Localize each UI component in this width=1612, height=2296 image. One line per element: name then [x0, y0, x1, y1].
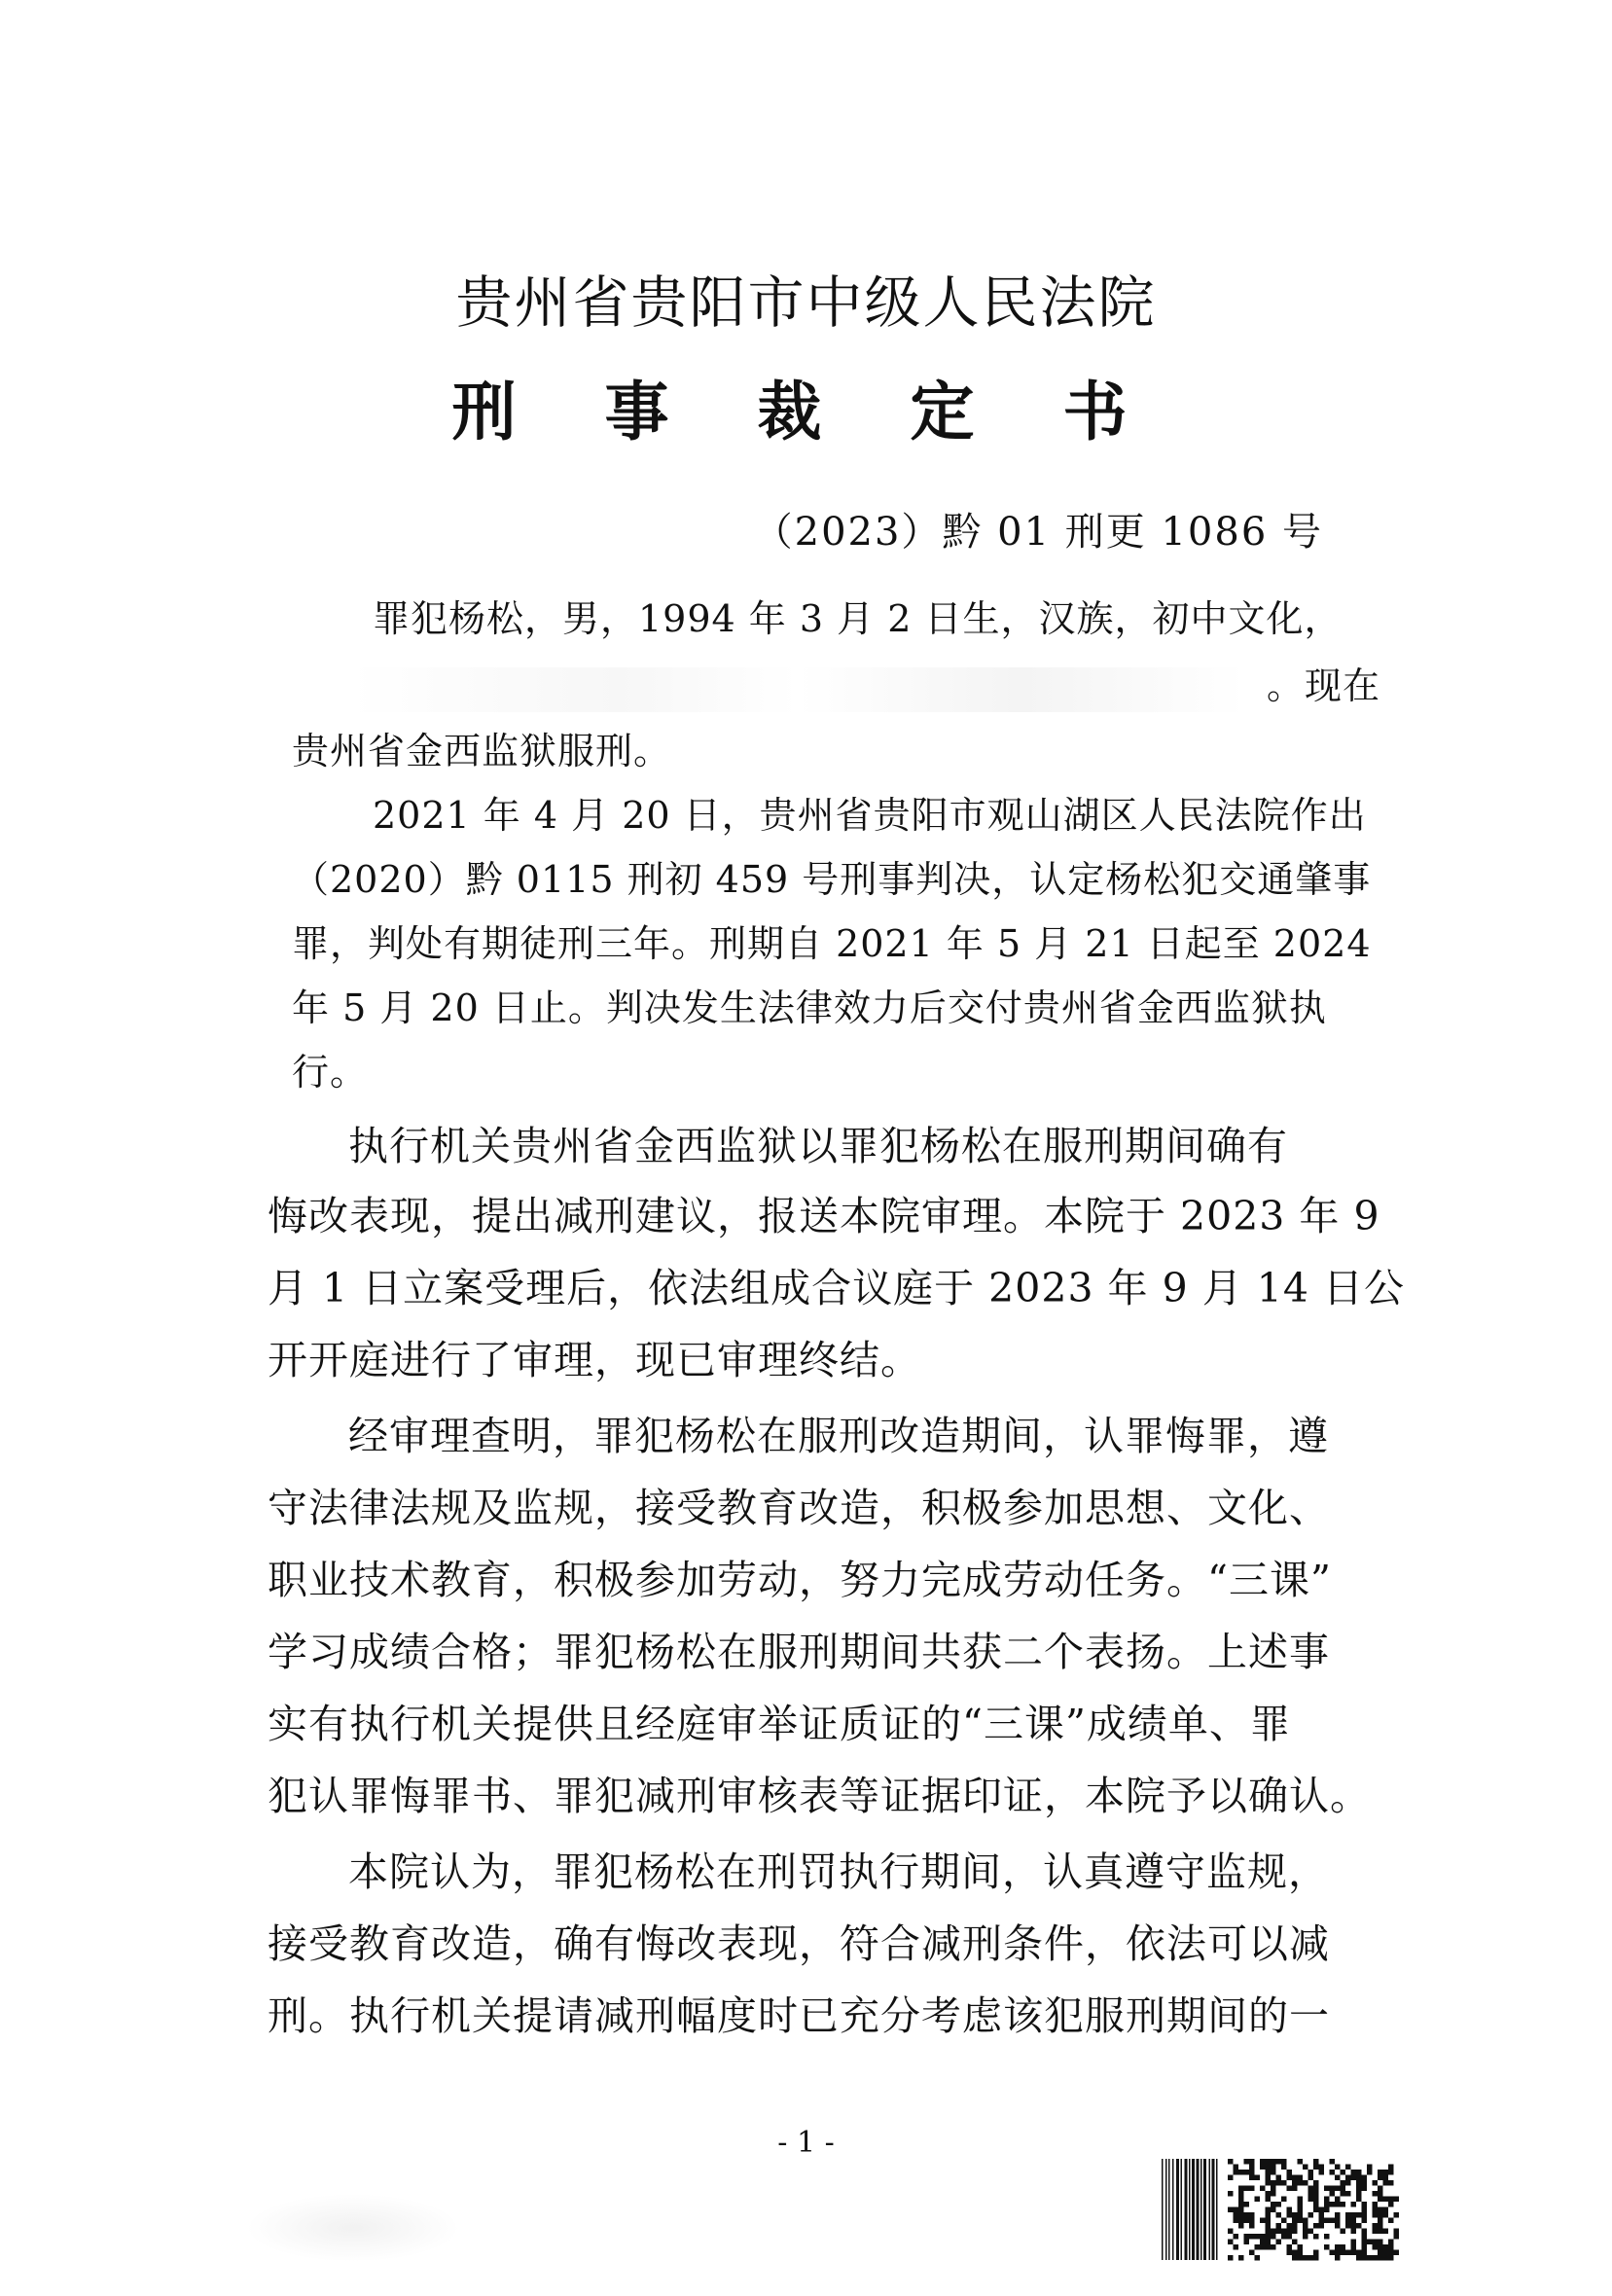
body-line: 月 1 日立案受理后，依法组成合议庭于 2023 年 9 月 14 日公	[268, 1265, 1405, 1311]
body-line: 犯认罪悔罪书、罪犯减刑审核表等证据印证，本院予以确认。	[268, 1773, 1371, 1819]
court-name: 贵州省贵阳市中级人民法院	[455, 269, 1157, 336]
redacted-area	[350, 667, 1245, 712]
page-number: - 1 -	[777, 2126, 835, 2160]
body-line: 本院认为，罪犯杨松在刑罚执行期间，认真遵守监规，	[348, 1848, 1329, 1895]
document-title: 刑 事 裁 定 书	[451, 375, 1161, 449]
body-line: 2021 年 4 月 20 日，贵州省贵阳市观山湖区人民法院作出	[373, 794, 1367, 837]
body-line: 年 5 月 20 日止。判决发生法律效力后交付贵州省金西监狱执	[292, 987, 1327, 1029]
body-line: 行。	[292, 1051, 369, 1094]
body-line: 职业技术教育，积极参加劳动，努力完成劳动任务。“三课”	[268, 1557, 1332, 1603]
body-line: 学习成绩合格；罪犯杨松在服刑期间共获二个表扬。上述事	[268, 1629, 1330, 1675]
body-line: 守法律法规及监规，接受教育改造，积极参加思想、文化、	[268, 1485, 1330, 1531]
body-line: 。现在	[1267, 664, 1381, 707]
body-line: 贵州省金西监狱服刑。	[292, 730, 672, 772]
case-number: （2023）黔 01 刑更 1086 号	[753, 510, 1323, 555]
body-line: 经审理查明，罪犯杨松在服刑改造期间，认罪悔罪，遵	[348, 1413, 1329, 1459]
scan-smudge	[246, 2194, 460, 2262]
barcode-icon	[1158, 2153, 1401, 2265]
body-line: 执行机关贵州省金西监狱以罪犯杨松在服刑期间确有	[348, 1123, 1288, 1169]
body-line: 开开庭进行了审理，现已审理终结。	[268, 1337, 921, 1383]
body-line: 罪，判处有期徒刑三年。刑期自 2021 年 5 月 21 日起至 2024	[292, 922, 1372, 965]
body-line: 罪犯杨松，男，1994 年 3 月 2 日生，汉族，初中文化，	[373, 597, 1343, 640]
body-line: 接受教育改造，确有悔改表现，符合减刑条件，依法可以减	[268, 1920, 1330, 1967]
body-line: 实有执行机关提供且经庭审举证质证的“三课”成绩单、罪	[268, 1701, 1291, 1747]
body-line: （2020）黔 0115 刑初 459 号刑事判决，认定杨松犯交通肇事	[292, 858, 1372, 901]
body-line: 刑。执行机关提请减刑幅度时已充分考虑该犯服刑期间的一	[268, 1992, 1330, 2039]
body-line: 悔改表现，提出减刑建议，报送本院审理。本院于 2023 年 9	[268, 1193, 1380, 1239]
